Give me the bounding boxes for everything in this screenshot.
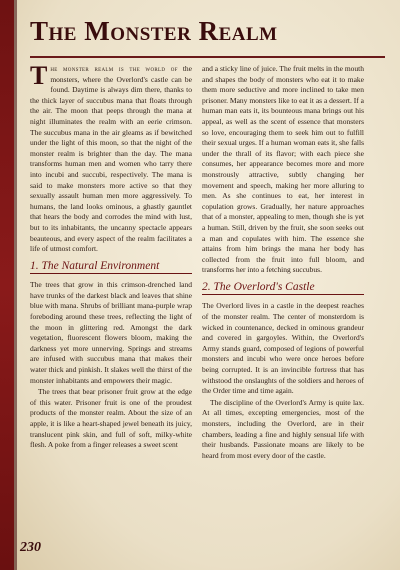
left-column (30, 61, 192, 452)
overlords-castle-paragraph-2: The discipline of the Overlord's Army is quite lax. At all times, excepting emergencies, most of the monsters, including the Overlord, are in their chambers, leading a fine and highly sensual life with their husbands. Passionate moans are likely to be heard from most every door of the castle. (202, 397, 364, 460)
right-column (202, 64, 364, 462)
red-margin-bar (0, 0, 14, 570)
intro-paragraph (30, 61, 192, 255)
overlords-castle-paragraph-1: The Overlord lives in a castle in the deepest reaches of the monster realm. The center of monsterdom is wicked in countenance, decked in ominous grandeur and covered in gargoyles. Within, the Overlord's Army stands guard, composed of legions of powerful monsters and incubi who were once heroes before being corrupted. It is an invincible fortress that has withstood the onslaughts of the soldiers and heroes of the Order time and time again. (202, 301, 364, 396)
natural-environment-paragraph-2: The trees that bear prisoner fruit grow at the edge of this water. Prisoner fruit is one of the proudest products of the monster realm. About the size of an apple, it is like a heart-shaped jewel beneath its juicy, translucent pink skin, and full of soft, milky-white flesh. A poke from a finger releases a sweet scent (30, 387, 192, 450)
page-number: 230 (20, 540, 41, 555)
margin-bar-shadow (14, 0, 17, 570)
drop-cap: T (30, 61, 48, 90)
intro-body: the monsters, where the Overlord's castle can be found. Daytime is always dim there, thanks to the thick layer of succubus mana that floats through the air. The moon that peeps through the mana at night illuminates the realm with an eerie crimson. The succubus mana in the air gleams as if bewitched under the light of this moon, so that the night of the monster realm is brighter than the day. The mana transforms human men and women who tarry there into incubi and succubi, respectively. The mana is said to make monsters more active so that they sexually assault human men more aggressively. To humans, the land looks ominous, a ghastly gauntlet that hears the body and corrodes the mind with lust, but to its inhabitants, the uncanny spectacle appears beauteous, and every aspect of the realm facilitates a life of utmost comfort. (30, 64, 192, 254)
natural-environment-paragraph-1: The trees that grow in this crimson-drenched land have trunks of the darkest black and leaves that shine blue with mana. Shrubs of brilliant mana-purple wrap foreboding around these trees, reflecting the light of the moon in glittering red. Amongst the dark vegetation, fluorescent flowers bloom, making the darkness yet more unnerving. Springs and streams are infused with succubus mana that makes their water thick and pinkish. It slakes well the thirst of the monster inhabitants and empowers their magic. (30, 280, 192, 385)
title-rule (30, 56, 385, 58)
section-heading-overlords-castle: 2. The Overlord's Castle (202, 282, 364, 296)
title-area (30, 16, 390, 56)
page-title: The Monster Realm (30, 16, 278, 46)
natural-environment-continued: and a sticky line of juice. The fruit melts in the mouth and shapes the body of monsters who eat it to make them more seductive and more inclined to take men prisoner. Many monsters like to eat it as a dessert. If a human man eats it, its bounteous mana brings out his appeal, as well as the scent of essence that monsters so love, encouraging them to seek him out to fulfill their sexual urges. If a human woman eats it, she falls under the thrall of its flavor; with each piece she consumes, her appearance becomes more and more monstrously attractive, subtly changing her movement and speech, making her more alluring to men. As she continues to eat, her interest in copulation grows. Gradually, her nature approaches that of a monster, appealing to men, though she is yet a human. Still, driven by the fruit, she soon seeks out a man and copulates with him. The essence she attains from him brings the mana her body has collected from the fruit into full bloom, and transforms her into a fetching succubus. (202, 64, 364, 275)
intro-lead: he monster realm is the world of (50, 64, 178, 73)
section-heading-natural-environment: 1. The Natural Environment (30, 261, 192, 275)
